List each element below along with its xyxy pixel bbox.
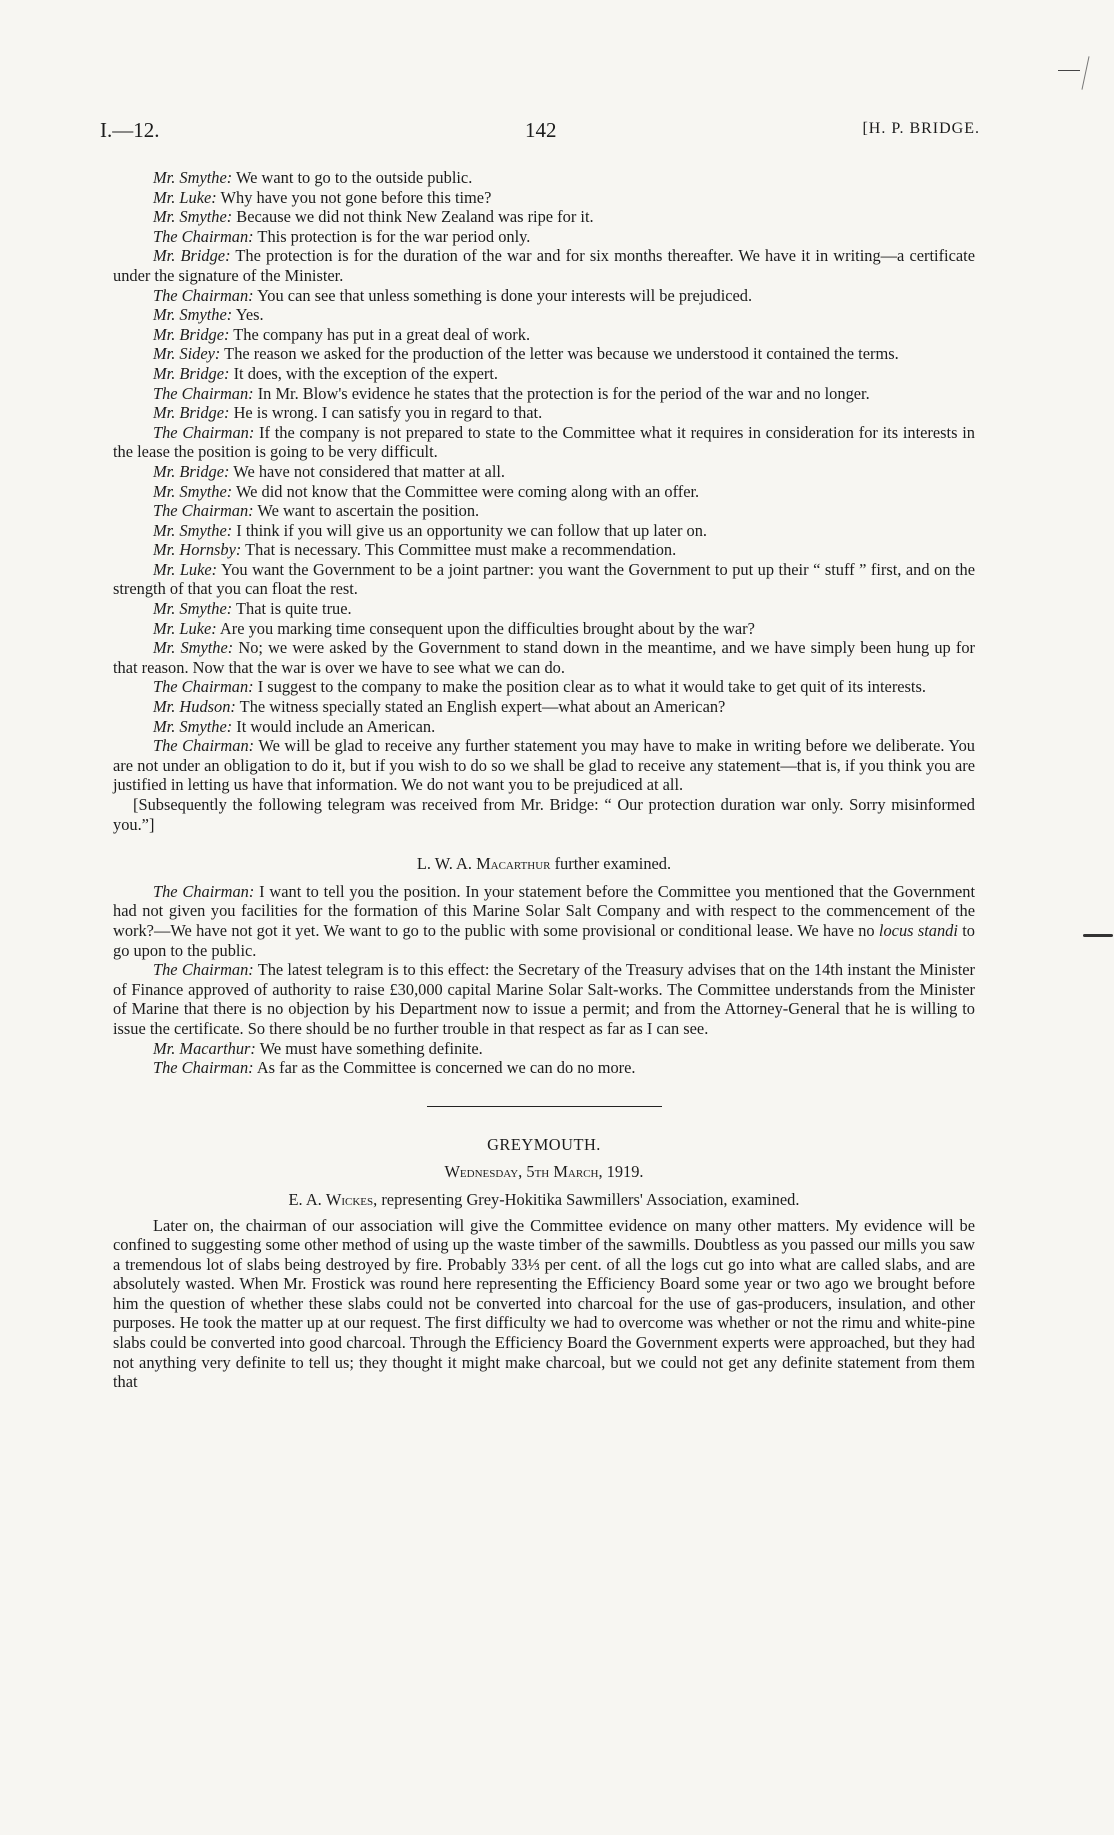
- dialogue-entry: [113, 540, 975, 560]
- speaker-name: Mr. Smythe:: [153, 481, 233, 501]
- speaker-name: Mr. Hudson:: [153, 697, 236, 717]
- dialogue-entry: [113, 207, 975, 227]
- speech-text: That is necessary. This Committee must make a recommendation.: [241, 540, 677, 560]
- speaker-name: The Chairman:: [153, 677, 254, 697]
- dialogue-entry: [113, 697, 975, 717]
- speech-text: It would include an American.: [232, 716, 436, 736]
- speech-text: We will be glad to receive any further statement you may have to make in writing before we deliberate. You are not under an obligation to do it, but if you wish to do so we shall be glad to receive any statement—that is, if you think you are justified in letting us have that information. We do not want you to be prejudiced at all.: [113, 736, 975, 795]
- dialogue-entry: [113, 482, 975, 502]
- speech-text: As far as the Committee is concerned we can do no more.: [253, 1058, 636, 1078]
- speaker-name: The Chairman:: [153, 422, 255, 442]
- date-line: Wednesday, 5th March, 1919.: [444, 1162, 644, 1182]
- dialogue-entry: [113, 344, 975, 364]
- dialogue-entry: [113, 168, 975, 188]
- dialogue-entry: [113, 305, 975, 325]
- dialogue-entry: [113, 423, 975, 462]
- dialogue-entry: [113, 384, 975, 404]
- dialogue-entry: [113, 521, 975, 541]
- dialogue-entry: [113, 717, 975, 737]
- document-reference: I.—12.: [100, 118, 160, 142]
- speaker-name: The Chairman:: [153, 881, 255, 901]
- witness-header: [H. P. BRIDGE.: [862, 120, 980, 137]
- speech-text: We want to go to the outside public.: [232, 168, 473, 187]
- speaker-name: The Chairman:: [153, 383, 254, 403]
- dialogue-entry: [113, 227, 975, 247]
- speaker-name: Mr. Luke:: [153, 618, 217, 638]
- speaker-name: The Chairman:: [153, 736, 255, 756]
- speech-text: I suggest to the company to make the position clear as to what it would take to get quit of its interests.: [253, 677, 926, 697]
- speech-text: The witness specially stated an English expert—what about an American?: [235, 697, 726, 717]
- speech-text: We want to ascertain the position.: [253, 501, 480, 521]
- speaker-name: Mr. Smythe:: [153, 305, 233, 325]
- dialogue-entry: [113, 325, 975, 345]
- speaker-name: Mr. Hornsby:: [153, 540, 242, 560]
- witness-heading: E. A. Wickes, representing Grey-Hokitika Sawmillers' Association, examined.: [288, 1189, 800, 1209]
- speech-text: We must have something definite.: [255, 1038, 483, 1058]
- speech-text: The protection is for the duration of the war and for six months thereafter. We have it in writing—a certificate under the signature of the Minister.: [113, 246, 975, 285]
- telegram-note: [Subsequently the following telegram was received from Mr. Bridge: “ Our protection duration war only. Sorry misinformed you.”]: [113, 795, 975, 834]
- speech-text: Yes.: [232, 305, 264, 325]
- speech-text: If the company is not prepared to state to the Committee what it requires in consideration for its interests in the lease the position is going to be very difficult.: [113, 422, 975, 462]
- speaker-name: Mr. Smythe:: [153, 638, 234, 658]
- speaker-name: Mr. Bridge:: [153, 324, 230, 344]
- speech-text: He is wrong. I can satisfy you in regard to that.: [229, 403, 543, 423]
- speech-text: The reason we asked for the production of the letter was because we understood it contained the terms.: [220, 344, 899, 364]
- dialogue-entry: [113, 188, 975, 208]
- section-title: GREYMOUTH.: [487, 1134, 601, 1154]
- dialogue-entry: [113, 619, 975, 639]
- speech-text: The latest telegram is to this effect: the Secretary of the Treasury advises that on the 14th instant the Minister of Finance approved of authority to raise £30,000 capital Marine Solar Salt-works. The Committee understands from the Minister of Marine that there is no objection by his Department now to issue a permit; and from the Attorney-General that he is willing to issue the certificate. So there should be no further trouble in that respect as far as I can see.: [113, 960, 975, 1038]
- dialogue-entry: [113, 1058, 975, 1078]
- dialogue-entry: [113, 960, 975, 1038]
- page-number: 142: [525, 118, 557, 142]
- speaker-name: The Chairman:: [153, 960, 254, 980]
- speech-text: I think if you will give us an opportunity we can follow that up later on.: [232, 520, 707, 540]
- dialogue-entry: [113, 501, 975, 521]
- dialogue-section-2: [113, 882, 975, 1078]
- speaker-name: The Chairman:: [153, 285, 254, 305]
- speech-text: We did not know that the Committee were coming along with an offer.: [232, 481, 700, 501]
- dialogue-entry: [113, 1039, 975, 1059]
- witness-heading: L. W. A. Macarthur further examined.: [416, 854, 672, 874]
- speaker-name: Mr. Luke:: [153, 559, 218, 579]
- speaker-name: The Chairman:: [153, 501, 254, 521]
- speaker-name: Mr. Smythe:: [153, 599, 233, 619]
- speech-text: The company has put in a great deal of work.: [229, 324, 531, 344]
- dialogue-entry: [113, 364, 975, 384]
- dialogue-entry: [113, 677, 975, 697]
- speech-text: You want the Government to be a joint partner: you want the Government to put up their “ stuff ” first, and on the strength of that you can float the rest.: [113, 559, 975, 599]
- speech-text: to go upon to the public.: [113, 920, 975, 960]
- dialogue-entry: [113, 560, 975, 599]
- body-text: [113, 168, 975, 1392]
- page-header: [100, 118, 980, 148]
- speech-text: I want to tell you the position. In your statement before the Committee you mentioned that the Government had not given you facilities for the formation of this Marine Solar Salt Company and with respect to the commencement of the work?—We have not got it yet. We want to go to the public with some provisional or conditional lease. We have no: [113, 881, 976, 940]
- margin-mark: [1083, 934, 1113, 937]
- speech-text: Why have you not gone before this time?: [216, 187, 492, 207]
- speaker-name: Mr. Bridge:: [153, 403, 230, 423]
- margin-mark: [1058, 70, 1080, 71]
- latin-phrase: locus standi: [878, 920, 958, 940]
- speech-text: No; we were asked by the Government to stand down in the meantime, and we have simply been hung up for that reason. Now that the war is over we have to see what we can do.: [113, 638, 975, 677]
- speech-text: This protection is for the war period only.: [253, 226, 531, 246]
- speech-text: Are you marking time consequent upon the difficulties brought about by the war?: [216, 618, 755, 638]
- speaker-name: Mr. Smythe:: [153, 716, 233, 736]
- speech-text: Because we did not think New Zealand was ripe for it.: [232, 207, 594, 227]
- margin-mark: [1081, 56, 1089, 89]
- speaker-name: Mr. Bridge:: [153, 246, 231, 266]
- speaker-name: Mr. Bridge:: [153, 363, 230, 383]
- speaker-name: Mr. Macarthur:: [153, 1038, 256, 1058]
- speaker-name: Mr. Smythe:: [153, 168, 233, 187]
- speaker-name: Mr. Bridge:: [153, 461, 230, 481]
- evidence-paragraph: Later on, the chairman of our association will give the Committee evidence on many other matters. My evidence will be confined to suggesting some other method of using up the waste timber of the sawmills. Doubtless as you passed our mills you saw a tremendous lot of slabs being destroyed by fire. Probably 33⅓ per cent. of all the logs cut go into what are called slabs, and are absolutely wasted. When Mr. Frostick was round here representing the Efficiency Board some year or two ago we brought before him the question of whether these slabs could not be converted into charcoal for the use of gas-producers, insulation, and other purposes. He took the matter up at our request. The first difficulty we had to overcome was whether or not the rimu and white-pine slabs could be converted into good charcoal. Through the Efficiency Board the Government experts were approached, but they had not anything very definite to tell us; they thought it might make charcoal, but we could not get any definite statement from them that: [113, 1215, 975, 1392]
- speaker-name: Mr. Smythe:: [153, 520, 233, 540]
- speaker-name: The Chairman:: [153, 1058, 254, 1078]
- dialogue-entry: [113, 462, 975, 482]
- speaker-name: Mr. Luke:: [153, 187, 217, 207]
- speaker-name: The Chairman:: [153, 226, 254, 246]
- dialogue-entry: [113, 246, 975, 285]
- dialogue-entry: [113, 736, 975, 795]
- dialogue-entry: [113, 638, 975, 677]
- speech-text: We have not considered that matter at all.: [229, 461, 506, 481]
- dialogue-entry: [113, 599, 975, 619]
- speech-text: You can see that unless something is done your interests will be prejudiced.: [253, 285, 753, 305]
- dialogue-section-1: [113, 168, 975, 795]
- speech-text: That is quite true.: [232, 599, 352, 619]
- dialogue-entry: [113, 882, 975, 960]
- speech-text: It does, with the exception of the expert.: [229, 363, 499, 383]
- speaker-name: Mr. Smythe:: [153, 207, 233, 227]
- dialogue-entry: [113, 286, 975, 306]
- speech-text: In Mr. Blow's evidence he states that the protection is for the period of the war and no longer.: [253, 383, 870, 403]
- speaker-name: Mr. Sidey:: [153, 344, 221, 364]
- dialogue-entry: [113, 403, 975, 423]
